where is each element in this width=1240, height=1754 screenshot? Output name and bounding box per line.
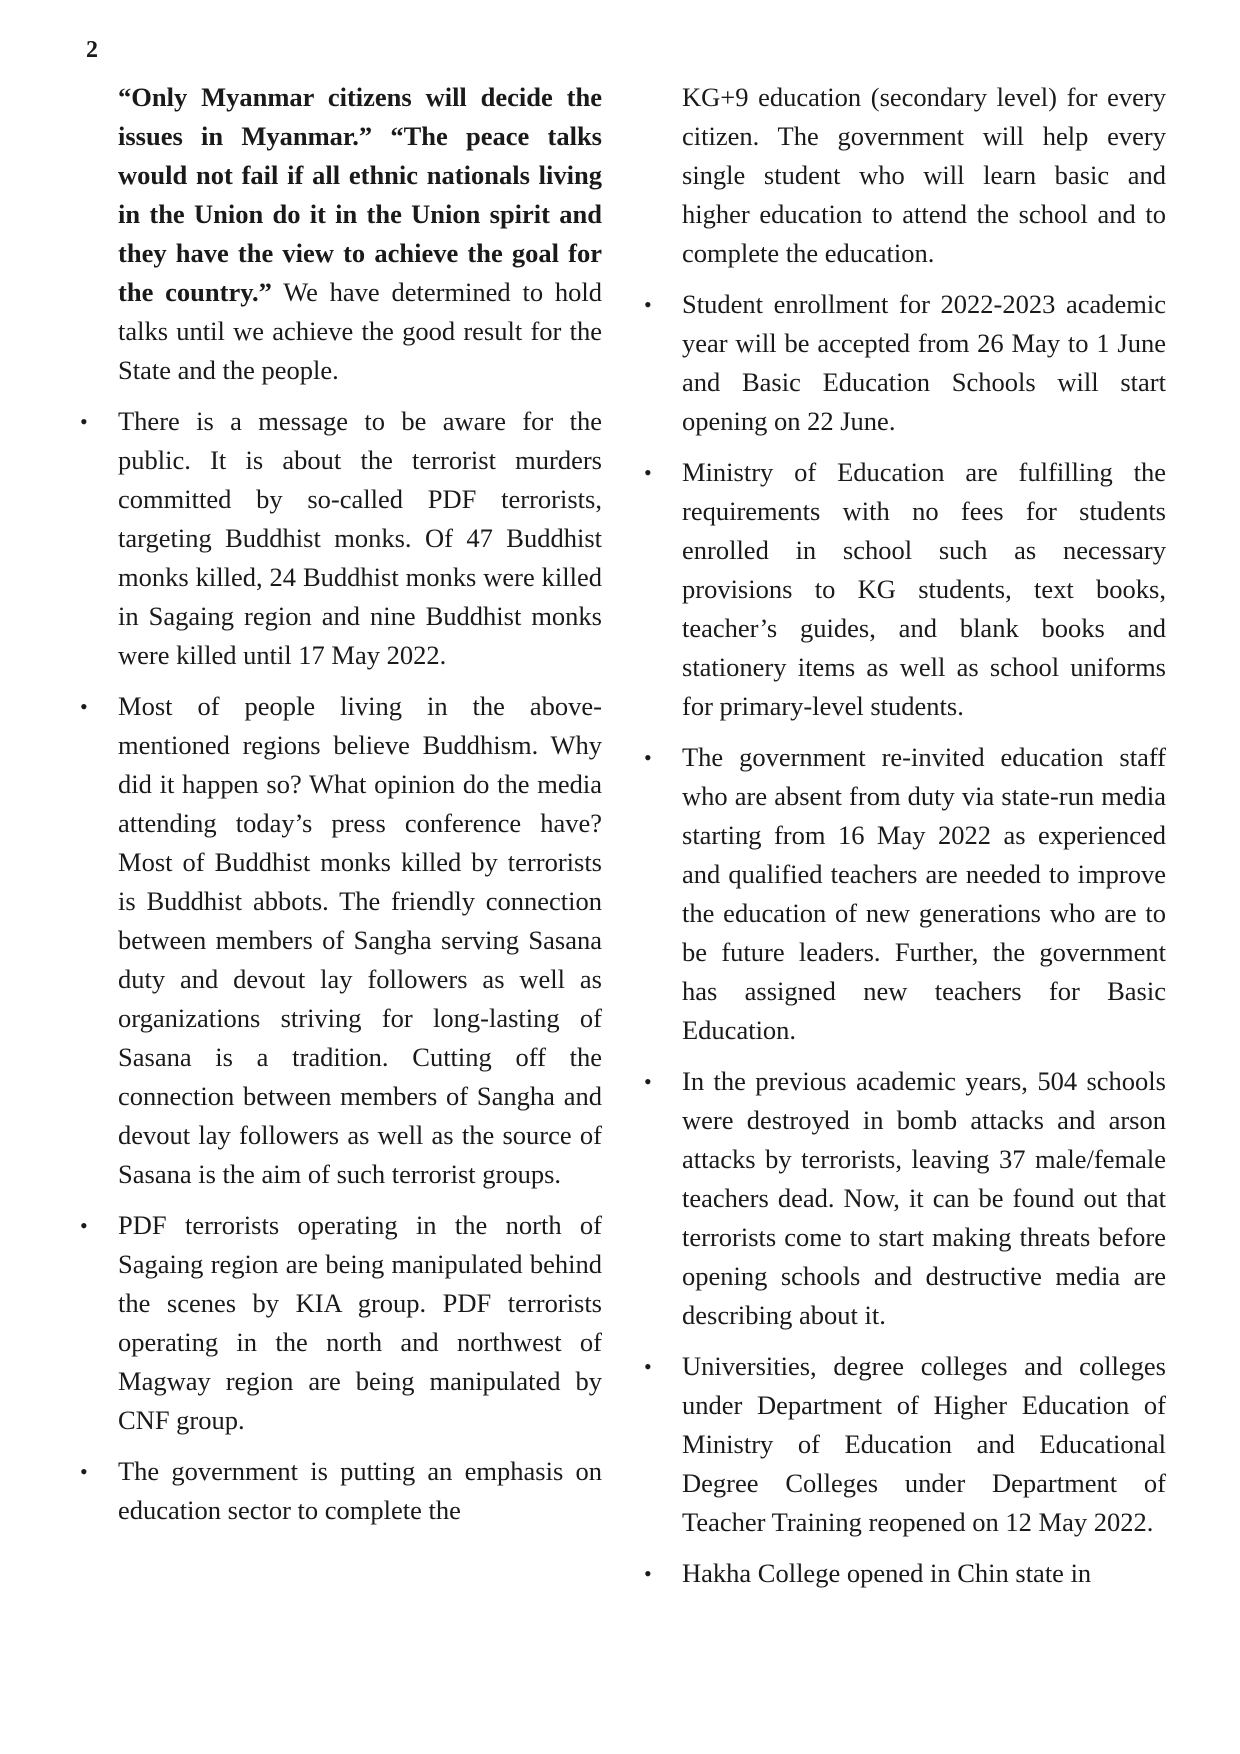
bullet-item: • There is a message to be aware for the public. It is about the terrorist murders committed by so-called PDF terrorists, targeting Buddhist monks. Of 47 Buddhist monks killed, 24 Buddhist monks were killed in Sagaing region and nine Buddhist monks were killed until 17 May 2022. — [118, 402, 602, 675]
bullet-item: • Student enrollment for 2022-2023 academic year will be accepted from 26 May to 1 June and Basic Education Schools will start opening on 22 June. — [682, 285, 1166, 441]
right-column — [682, 78, 1166, 1593]
bullet-item: • Hakha College opened in Chin state in — [682, 1554, 1166, 1593]
bullet-item: • The government re-invited education staff who are absent from duty via state-run media starting from 16 May 2022 as experienced and qualified teachers are needed to improve the education of new generations who are to be future leaders. Further, the government has assigned new teachers for Basic Education. — [682, 738, 1166, 1050]
intro-paragraph — [118, 78, 602, 390]
intro-text: We have determined to hold talks until we achieve the good result for the State and the people. — [118, 277, 603, 385]
left-column — [118, 78, 602, 1530]
page-number: 2 — [86, 37, 98, 63]
bullet-item: • Most of people living in the above-mentioned regions believe Buddhism. Why did it happen so? What opinion do the media attending today’s press conference have? Most of Buddhist monks killed by terrorists is Buddhist abbots. The friendly connection between members of Sangha serving Sasana duty and devout lay followers as well as organizations striving for long-lasting of Sasana is a tradition. Cutting off the connection between members of Sangha and devout lay followers as well as the source of Sasana is the aim of such terrorist groups. — [118, 687, 602, 1194]
bullet-item: • Ministry of Education are fulfilling the requirements with no fees for students enrolled in school such as necessary provisions to KG students, text books, teacher’s guides, and blank books and stationery items as well as school uniforms for primary-level students. — [682, 453, 1166, 726]
bullet-item: • Universities, degree colleges and colleges under Department of Higher Education of Ministry of Education and Educational Degree Colleges under Department of Teacher Training reopened on 12 May 2022. — [682, 1347, 1166, 1542]
continuation-paragraph: KG+9 education (secondary level) for every citizen. The government will help every single student who will learn basic and higher education to attend the school and to complete the education. — [682, 82, 1166, 268]
intro-bold-quote: “Only Myanmar citizens will decide the issues in Myanmar.” “The peace talks would not fail if all ethnic nationals living in the Union do it in the Union spirit and they have the view to achieve the goal for the country.” — [118, 82, 602, 307]
bullet-item: • In the previous academic years, 504 schools were destroyed in bomb attacks and arson attacks by terrorists, leaving 37 male/female teachers dead. Now, it can be found out that terrorists come to start making threats before opening schools and destructive media are describing about it. — [682, 1062, 1166, 1335]
bullet-item: • The government is putting an emphasis on education sector to complete the — [118, 1452, 602, 1530]
bullet-item: • PDF terrorists operating in the north of Sagaing region are being manipulated behind the scenes by KIA group. PDF terrorists operating in the north and northwest of Magway region are being manipulated by CNF group. — [118, 1206, 602, 1440]
